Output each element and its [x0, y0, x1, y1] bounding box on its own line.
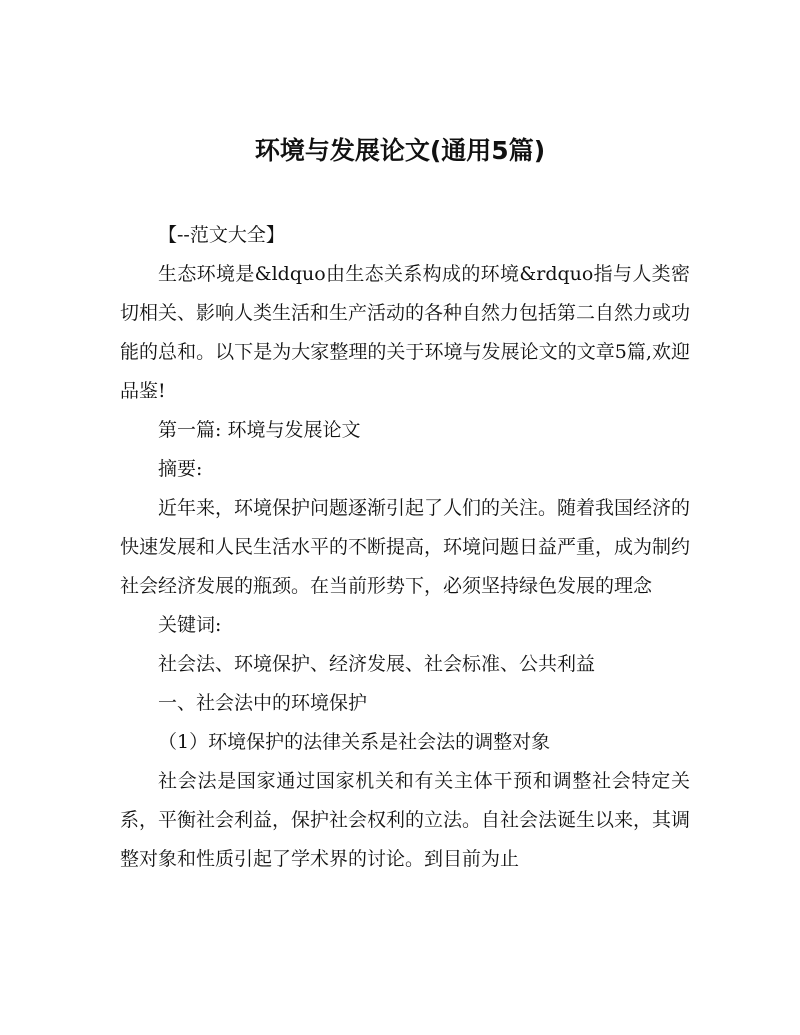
keywords-list: 社会法、环境保护、经济发展、社会标准、公共利益 — [158, 653, 596, 675]
document-body — [120, 216, 690, 879]
document-title: 环境与发展论文(通用5篇) — [254, 136, 546, 165]
subsection-heading: （1）环境保护的法律关系是社会法的调整对象 — [158, 731, 551, 753]
keywords-label: 关键词: — [158, 614, 222, 636]
chapter-heading: 第一篇: 环境与发展论文 — [158, 419, 361, 441]
intro-paragraph: 生态环境是&ldquo由生态关系构成的环境&rdquo指与人类密切相关、影响人类生活和生产活动的各种自然力包括第二自然力或功能的总和。以下是为大家整理的关于环境与发展论文的文章5篇,欢迎品鉴! — [120, 263, 691, 402]
body-paragraph: 社会法是国家通过国家机关和有关主体干预和调整社会特定关系，平衡社会利益，保护社会权利的立法。自社会法诞生以来，其调整对象和性质引起了学术界的讨论。到目前为止 — [120, 770, 691, 870]
source-tag: 【--范文大全】 — [158, 224, 285, 246]
abstract-paragraph: 近年来，环境保护问题逐渐引起了人们的关注。随着我国经济的快速发展和人民生活水平的不断提高，环境问题日益严重，成为制约社会经济发展的瓶颈。在当前形势下，必须坚持绿色发展的理念 — [120, 497, 691, 597]
abstract-label: 摘要: — [158, 458, 203, 480]
section-heading: 一、社会法中的环境保护 — [158, 692, 368, 714]
